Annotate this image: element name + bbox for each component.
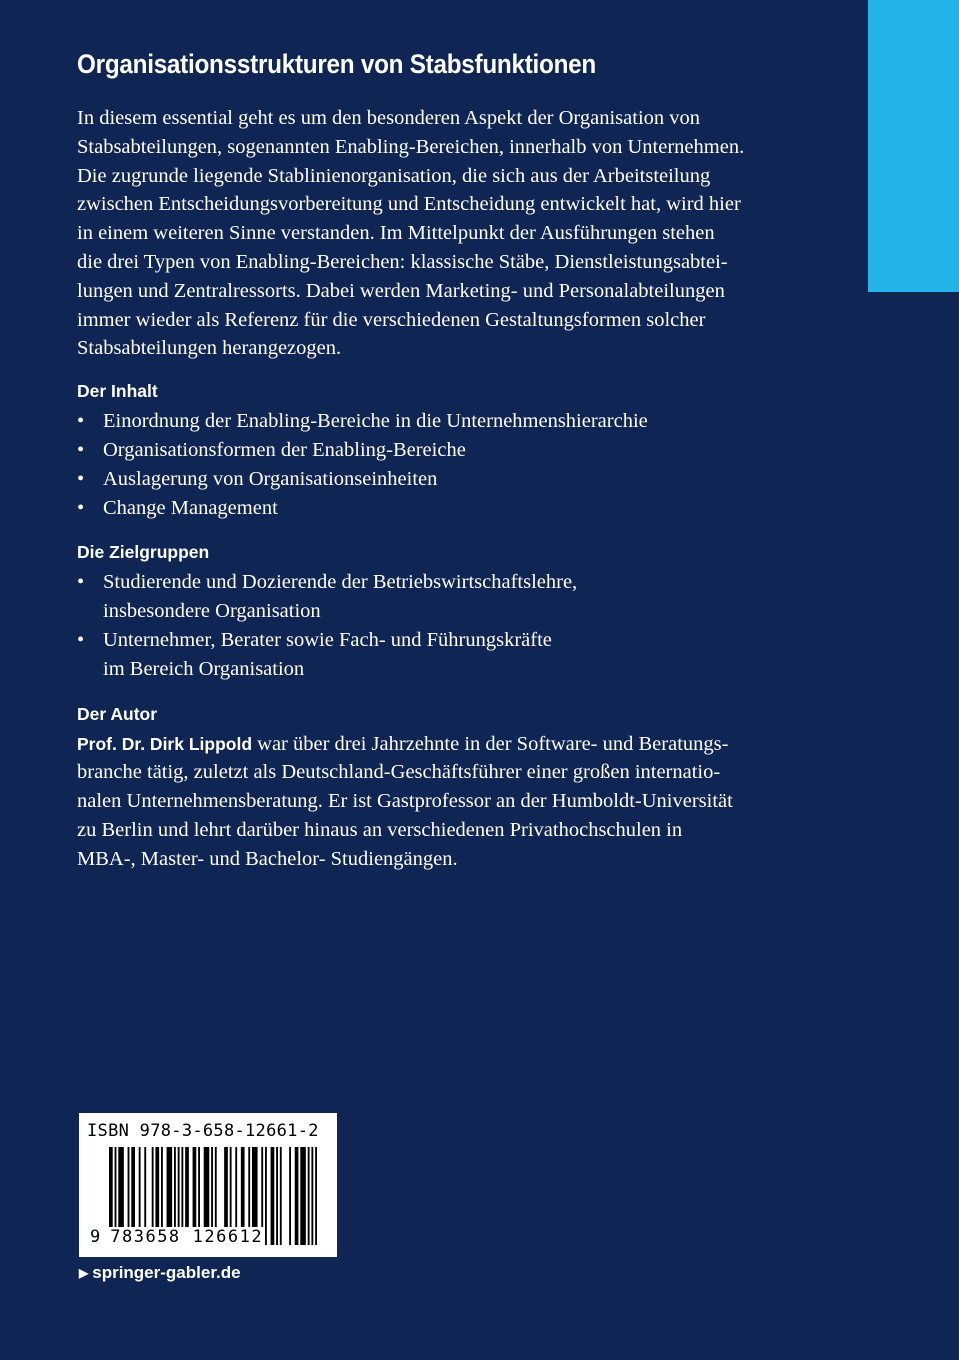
author-line-text: war über drei Jahrzehnte in der Software- und Beratungs-: [252, 732, 729, 755]
intro-line: lungen und Zentralressorts. Dabei werden Marketing- und Personalabteilungen: [77, 279, 725, 302]
list-item: [77, 568, 793, 626]
list-item-text: Organisationsformen der Enabling-Bereiche: [103, 438, 466, 461]
author-line: MBA-, Master- und Bachelor- Studiengängen.: [77, 847, 458, 870]
list-item: [77, 436, 793, 465]
bullet-icon: •: [77, 496, 85, 519]
inhalt-list: [77, 407, 793, 522]
author-name: Prof. Dr. Dirk Lippold: [77, 733, 253, 754]
list-item-text: Change Management: [103, 496, 278, 519]
intro-line: In diesem essential geht es um den besonderen Aspekt der Organisation von: [77, 107, 701, 129]
bullet-icon: •: [77, 410, 85, 433]
list-item: [77, 494, 793, 523]
bullet-icon: •: [77, 628, 85, 651]
intro-line: Die zugrunde liegende Stablinienorganisation, die sich aus der Arbeitsteilung: [77, 164, 711, 187]
zielgruppen-heading: Die Zielgruppen: [77, 542, 210, 563]
list-item-text: Studierende und Dozierende der Betriebswirtschaftslehre,: [103, 571, 578, 594]
intro-paragraph: [77, 104, 793, 363]
list-item: [77, 465, 793, 494]
barcode-digits: [89, 1227, 264, 1247]
publisher-link-text: springer-gabler.de: [92, 1263, 241, 1282]
play-arrow-icon: ▶: [79, 1266, 89, 1280]
list-item-text: im Bereich Organisation: [103, 657, 305, 680]
intro-line: die drei Typen von Enabling-Bereichen: klassische Stäbe, Dienstleistungsabtei-: [77, 250, 728, 273]
list-item: [77, 407, 793, 436]
bullet-icon: •: [77, 571, 85, 594]
barcode-digit-first: 9: [90, 1227, 101, 1247]
zielgruppen-list: [77, 568, 793, 683]
inhalt-heading: Der Inhalt: [77, 381, 158, 402]
intro-line: in einem weiteren Sinne verstanden. Im Mittelpunkt der Ausführungen stehen: [77, 222, 715, 245]
intro-line: zwischen Entscheidungsvorbereitung und Entscheidung entwickelt hat, wird hier: [77, 193, 741, 216]
list-item-text: Unternehmer, Berater sowie Fach- und Führungskräfte: [103, 628, 552, 651]
publisher-link[interactable]: [79, 1262, 241, 1284]
author-bio: [77, 730, 793, 874]
barcode-digits-right: 126612: [192, 1227, 264, 1247]
bullet-icon: •: [77, 438, 85, 461]
bullet-icon: •: [77, 467, 85, 490]
intro-line: Stabsabteilungen herangezogen.: [77, 337, 342, 360]
list-item-text: insbesondere Organisation: [103, 600, 321, 623]
author-line: nalen Unternehmensberatung. Er ist Gastprofessor an der Humboldt-Universität: [77, 790, 733, 813]
autor-heading: Der Autor: [77, 703, 158, 724]
intro-line: Stabsabteilungen, sogenannten Enabling-Bereichen, innerhalb von Unternehmen.: [77, 135, 745, 158]
author-line: [77, 730, 793, 759]
isbn-label: ISBN 978-3-658-12661-2: [87, 1121, 319, 1141]
author-line: branche tätig, zuletzt als Deutschland-Geschäftsführer einer großen internatio-: [77, 761, 721, 784]
book-title: Organisationsstrukturen von Stabsfunktionen: [77, 49, 597, 79]
list-item-text: Einordnung der Enabling-Bereiche in die Unternehmenshierarchie: [103, 410, 648, 433]
accent-tab: [868, 0, 959, 292]
author-line: zu Berlin und lehrt darüber hinaus an verschiedenen Privathochschulen in: [77, 818, 683, 841]
isbn-barcode: [79, 1113, 337, 1257]
intro-line: immer wieder als Referenz für die verschiedenen Gestaltungsformen solcher: [77, 308, 706, 331]
barcode-digits-left: 783658: [110, 1227, 181, 1247]
back-cover-content: [77, 46, 793, 874]
list-item: [77, 626, 793, 684]
list-item-text: Auslagerung von Organisationseinheiten: [103, 467, 438, 490]
